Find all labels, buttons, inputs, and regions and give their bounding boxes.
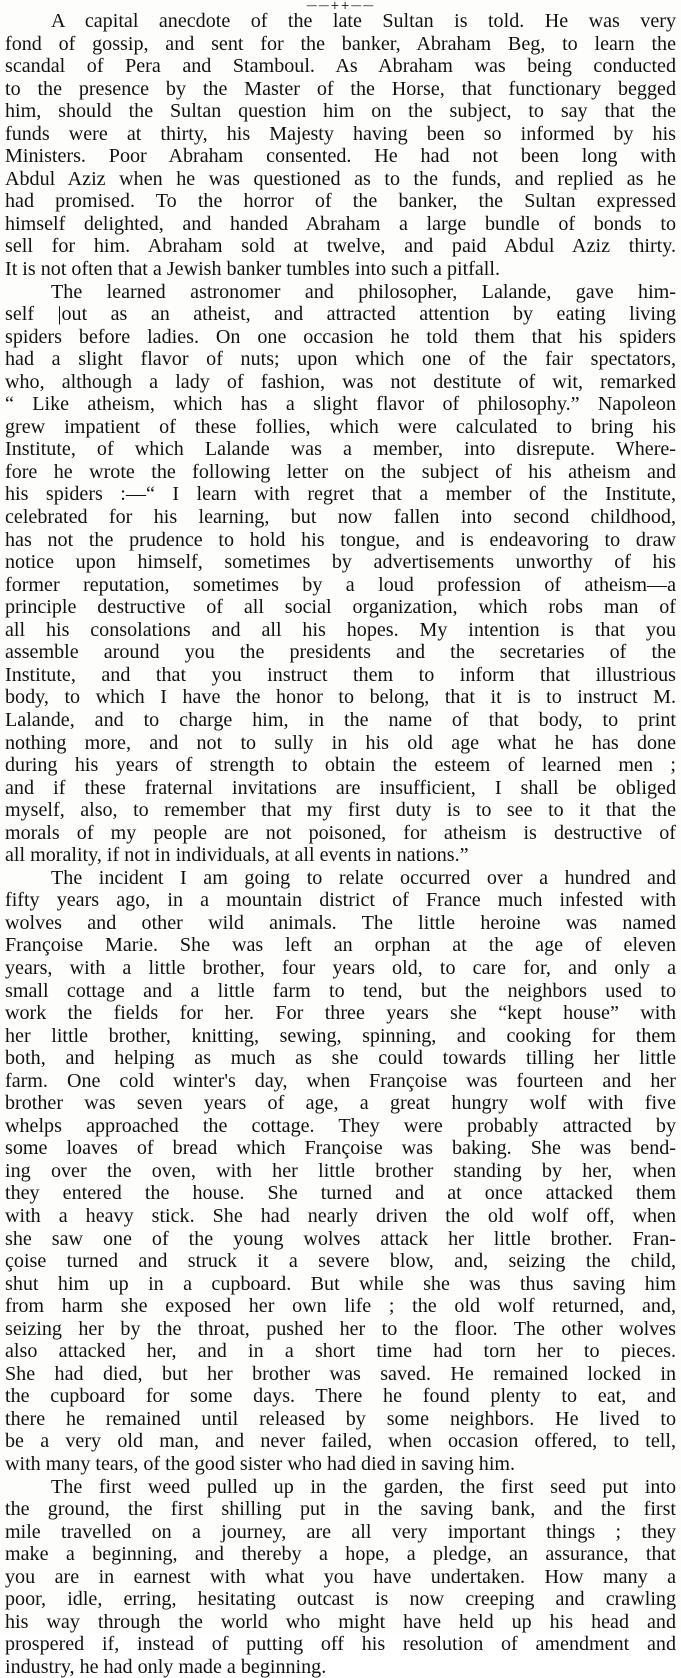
text-line: former reputation, sometimes by a loud profession of atheism—a bbox=[5, 573, 676, 596]
text-line: had promised. To the horror of the banker, the Sultan expressed bbox=[5, 190, 676, 213]
text-line: “ Like atheism, which has a slight flavor of philosophy.” Napoleon bbox=[5, 393, 676, 416]
text-line: Abdul Aziz when he was questioned as to the funds, and replied as he bbox=[5, 167, 676, 190]
text-line: celebrated for his learning, but now fallen into second childhood, bbox=[5, 506, 676, 529]
text-line: from harm she exposed her own life ; the old wolf returned, and, bbox=[5, 1295, 676, 1318]
text-line: be a very old man, and never failed, when occasion offered, to tell, bbox=[5, 1430, 676, 1453]
text-line: assemble around you the presidents and the secretaries of the bbox=[5, 641, 676, 664]
text-line: had a slight flavor of nuts; upon which one of the fair spectators, bbox=[5, 348, 676, 371]
text-line: The learned astronomer and philosopher, Lalande, gave him- bbox=[51, 280, 676, 303]
section-divider-ornament: ——++—— bbox=[306, 0, 375, 12]
text-line: has not the prudence to hold his tongue, and is endeavoring to draw bbox=[5, 528, 676, 551]
text-line: to the presence by the Master of the Horse, that functionary begged bbox=[5, 77, 676, 100]
text-line: wolves and other wild animals. The little heroine was named bbox=[5, 911, 676, 934]
text-line: fore he wrote the following letter on the subject of his atheism and bbox=[5, 460, 676, 483]
text-line: brother was seven years of age, a great hungry wolf with five bbox=[5, 1092, 676, 1115]
text-line: the cupboard for some days. There he found plenty to eat, and bbox=[5, 1385, 676, 1408]
text-line: there he remained until released by some neighbors. He lived to bbox=[5, 1407, 676, 1430]
text-line: principle destructive of all social organization, which robs man of bbox=[5, 596, 676, 619]
text-line: Ministers. Poor Abraham consented. He had not been long with bbox=[5, 145, 676, 168]
text-line: notice upon himself, sometimes by advertisements unworthy of his bbox=[5, 551, 676, 574]
text-line: who, although a lady of fashion, was not destitute of wit, remarked bbox=[5, 370, 676, 393]
text-line: mile travelled on a journey, are all very important things ; they bbox=[5, 1520, 676, 1543]
paragraph-lalande bbox=[5, 281, 676, 867]
text-line: fifty years ago, in a mountain district of France much infested with bbox=[5, 889, 676, 912]
text-line: she saw one of the young wolves attack her little brother. Fran- bbox=[5, 1227, 676, 1250]
text-line: the ground, the first shilling put in the saving bank, and the first bbox=[5, 1498, 676, 1521]
text-line: all morality, if not in individuals, at all events in nations.” bbox=[5, 844, 469, 867]
text-line: they entered the house. She turned and at once attacked them bbox=[5, 1182, 676, 1205]
text-line: scandal of Pera and Stamboul. As Abraham was being conducted bbox=[5, 55, 676, 78]
text-line: make a beginning, and thereby a hope, a pledge, an assurance, that bbox=[5, 1543, 676, 1566]
text-line: spiders before ladies. On one occasion he told them that his spiders bbox=[5, 325, 676, 348]
text-line: him, should the Sultan question him on the subject, to say that the bbox=[5, 100, 676, 123]
text-line: sell for him. Abraham sold at twelve, and paid Abdul Aziz thirty. bbox=[5, 235, 676, 258]
text-line: ing over the oven, with her little brother standing by her, when bbox=[5, 1159, 676, 1182]
text-line: Françoise Marie. She was left an orphan at the age of eleven bbox=[5, 934, 676, 957]
text-line: The incident I am going to relate occurred over a hundred and bbox=[51, 866, 676, 889]
text-line: poor, idle, erring, hesitating outcast is now creeping and crawling bbox=[5, 1588, 676, 1611]
paragraph-beginning bbox=[5, 1476, 676, 1678]
text-line: myself, also, to remember that my first duty is to see to it that the bbox=[5, 799, 676, 822]
text-line: you are in earnest with what you have undertaken. How many a bbox=[5, 1565, 676, 1588]
text-line: himself delighted, and handed Abraham a large bundle of bonds to bbox=[5, 212, 676, 235]
text-line: years, with a little brother, four years old, to care for, and only a bbox=[5, 956, 676, 979]
text-line: with a heavy stick. She had nearly driven the old wolf off, when bbox=[5, 1204, 676, 1227]
text-line: whelps approached the cottage. They were probably attracted by bbox=[5, 1114, 676, 1137]
text-line: morals of my people are not poisoned, for atheism is destructive of bbox=[5, 821, 676, 844]
text-line: self |out as an atheist, and attracted attention by eating living bbox=[5, 303, 676, 326]
text-line: farm. One cold winter's day, when Françoise was fourteen and her bbox=[5, 1069, 676, 1092]
text-line: fond of gossip, and sent for the banker, Abraham Beg, to learn the bbox=[5, 32, 676, 55]
text-line: her little brother, knitting, sewing, spinning, and cooking for them bbox=[5, 1024, 676, 1047]
text-line: industry, he had only made a beginning. bbox=[5, 1655, 327, 1678]
text-line: both, and helping as much as she could towards tilling her little bbox=[5, 1047, 676, 1070]
text-line: some loaves of bread which Françoise was baking. She was bend- bbox=[5, 1137, 676, 1160]
text-line: The first weed pulled up in the garden, the first seed put into bbox=[51, 1475, 676, 1498]
text-line: and if these fraternal invitations are insufficient, I shall be obliged bbox=[5, 776, 676, 799]
text-line: Lalande, and to charge him, in the name of that body, to print bbox=[5, 708, 676, 731]
text-line: body, to which I have the honor to belong, that it is to instruct M. bbox=[5, 686, 676, 709]
text-column bbox=[5, 10, 676, 1678]
text-line: prospered if, instead of putting off his resolution of amendment and bbox=[5, 1633, 676, 1656]
text-line: small cottage and a little farm to tend, but the neighbors used to bbox=[5, 979, 676, 1002]
text-line: also attacked her, and in a short time had torn her to pieces. bbox=[5, 1340, 676, 1363]
text-line: grew impatient of these follies, which were calculated to bring his bbox=[5, 415, 676, 438]
text-line: It is not often that a Jewish banker tumbles into such a pitfall. bbox=[5, 258, 500, 281]
text-line: A capital anecdote of the late Sultan is told. He was very bbox=[51, 10, 676, 32]
text-line: during his years of strength to obtain the esteem of learned men ; bbox=[5, 754, 676, 777]
text-line: She had died, but her brother was saved. He remained locked in bbox=[5, 1362, 676, 1385]
text-line: with many tears, of the good sister who had died in saving him. bbox=[5, 1453, 516, 1475]
text-line: nothing more, and not to sully in his old age what he has done bbox=[5, 731, 676, 754]
paragraph-francoise bbox=[5, 867, 676, 1476]
text-line: shut him up in a cupboard. But while she was thus saving him bbox=[5, 1272, 676, 1295]
text-line: all his consolations and all his hopes. My intention is that you bbox=[5, 618, 676, 641]
text-line: seizing her by the throat, pushed her to the floor. The other wolves bbox=[5, 1317, 676, 1340]
text-line: Institute, of which Lalande was a member, into disrepute. Where- bbox=[5, 438, 676, 461]
paragraph-sultan bbox=[5, 10, 676, 281]
text-line: funds were at thirty, his Majesty having been so informed by his bbox=[5, 122, 676, 145]
text-line: work the fields for her. For three years she “kept house” with bbox=[5, 1002, 676, 1025]
text-line: Institute, and that you instruct them to inform that illustrious bbox=[5, 663, 676, 686]
text-line: his way through the world who might have held up his head and bbox=[5, 1610, 676, 1633]
text-line: his spiders :—“ I learn with regret that a member of the Institute, bbox=[5, 483, 676, 506]
text-line: çoise turned and struck it a severe blow, and, seizing the child, bbox=[5, 1250, 676, 1273]
